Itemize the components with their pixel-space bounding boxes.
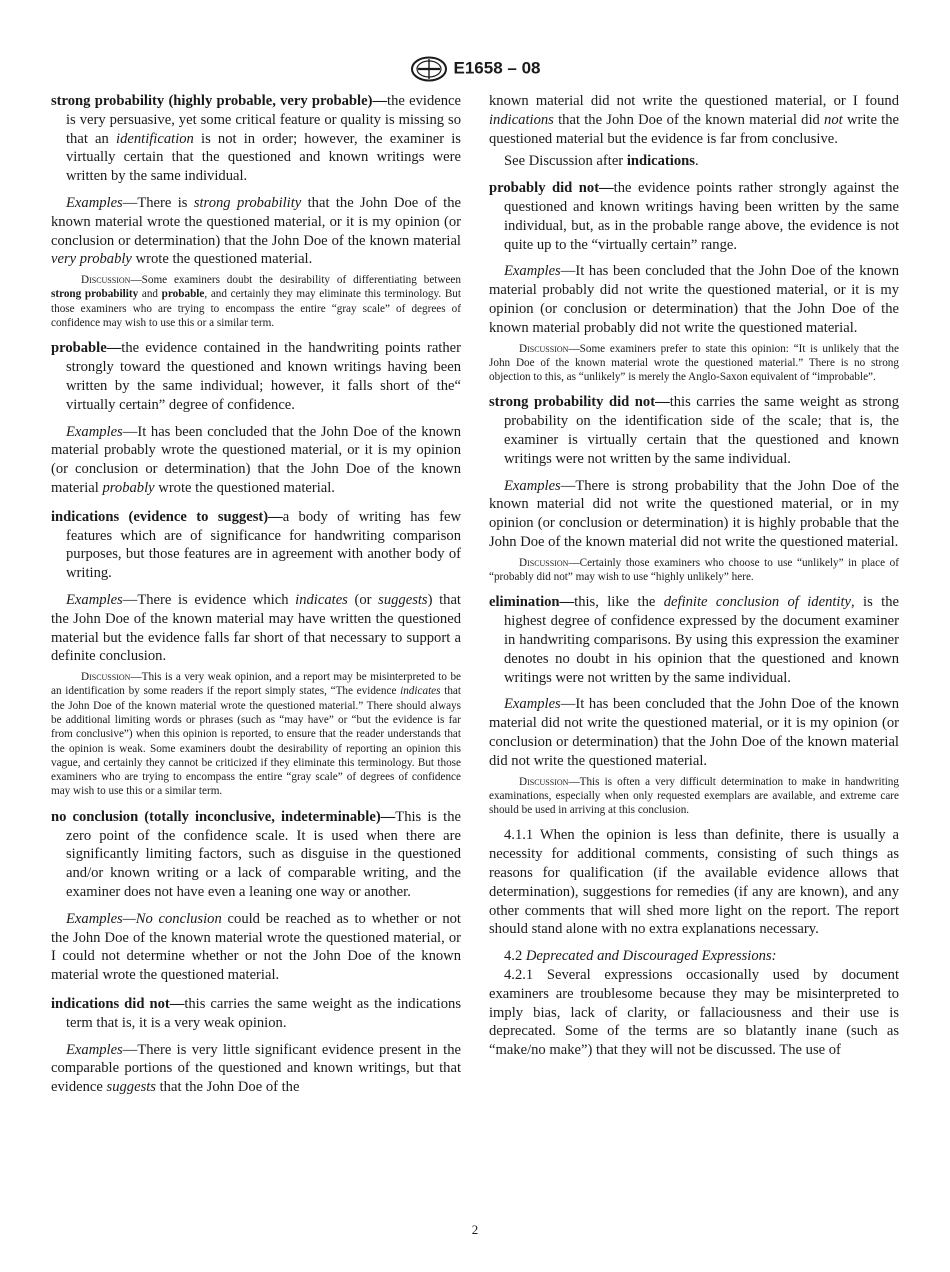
page-header xyxy=(0,56,950,82)
discussion-indications: Discussion—This is a very weak opinion, and a report may be misinterpreted to be an identification by some readers if the report simply states, “The evidence indicates that the John Doe of the known material wrote the questioned material.” There should always be additional limiting words or phrases (such as “may have” or “but the evidence is far from conclusive”) when this opinion is reported, to ensure that the reader understands that the opinion is weak. Some examiners doubt the desirability of reporting an opinion this vague, and certainly they cannot be criticized if they eliminate this terminology. But those examiners who are trying to encompass the entire “gray scale” of degrees of confidence may wish to use this or a similar term. xyxy=(51,671,461,798)
example-elimination: Examples—It has been concluded that the John Doe of the known material did not write the questioned material, or it is my opinion (or conclusion or determination) that the John Doe of the known material did not write the questioned material. xyxy=(489,696,899,769)
example-probably-did-not: Examples—It has been concluded that the John Doe of the known material probably did not write the questioned material, or it is my opinion (or conclusion or determination) that the John Doe of the known material probably did not write the questioned material. xyxy=(489,263,899,336)
example-strong-probability-did-not: Examples—There is strong probability that the John Doe of the known material did not write the questioned material, or in my opinion (or conclusion or determination) it is highly probable that the John Doe of the known material did not write the questioned material. xyxy=(489,477,899,551)
example-strong-probability: Examples—There is strong probability that the John Doe of the known material wrote the questioned material, or it is my opinion (or conclusion or determination) that the John Doe of the known material very probably wrote the questioned material. xyxy=(51,194,461,268)
left-column xyxy=(51,92,461,1101)
term-probable: probable—the evidence contained in the handwriting points rather strongly toward the questioned and known writings having been written by the same individual; however, it falls short of the“ virtually certain” degree of confidence. xyxy=(51,340,461,413)
example-no-conclusion: Examples—No conclusion could be reached as to whether or not the John Doe of the known material wrote the questioned material, or I could not determine whether or not the John Doe of the known material wrote the questioned material. xyxy=(51,910,461,984)
example-indications-did-not: Examples—There is very little significant evidence present in the comparable portions of the questioned and known writings, but that evidence suggests that the John Doe of the xyxy=(51,1041,461,1096)
term-probably-did-not: probably did not—the evidence points rather strongly against the questioned and known writings having been written by the same individual, but, as in the probable range above, the evidence is not quite up to the “virtually certain” range. xyxy=(489,180,899,253)
section-4-2-1: 4.2.1 Several expressions occasionally used by document examiners are troublesome because they may be misinterpreted to imply bias, lack of clarity, or fallaciousness and their use is deprecated. Some of the terms are so blatantly inane (such as “make/no make”) that they will not be discussed. The use of xyxy=(489,967,899,1059)
example-indications: Examples—There is evidence which indicates (or suggests) that the John Doe of the known material may have written the questioned material but the evidence falls far short of that necessary to support a definite conclusion. xyxy=(51,591,461,665)
right-column xyxy=(489,92,899,1064)
term-indications-did-not: indications did not—this carries the same weight as the indications term that is, it is a very weak opinion. xyxy=(51,995,461,1031)
astm-logo-icon xyxy=(410,56,448,82)
term-strong-probability: strong probability (highly probable, very probable)—the evidence is very persuasive, yet some critical feature or quality is missing so that an identification is not in order; however, the examiner is virtually certain that the questioned and known writings were written by the same individual. xyxy=(51,93,461,185)
example-probable: Examples—It has been concluded that the John Doe of the known material probably wrote the questioned material, or it is my opinion (or conclusion or determination) that the John Doe of the known material probably wrote the questioned material. xyxy=(51,423,461,496)
discussion-probably-did-not: Discussion—Some examiners prefer to state this opinion: “It is unlikely that the John Doe of the known material wrote the questioned material.” There is no strong objection to this, as “unlikely” is merely the Anglo-Saxon equivalent of “improbable”. xyxy=(489,342,899,384)
document-designation: E1658 – 08 xyxy=(453,58,541,78)
section-4-2-heading: 4.2 Deprecated and Discouraged Expressions: xyxy=(504,948,777,965)
discussion-strong-probability: Discussion—Some examiners doubt the desirability of differentiating between strong probability and probable, and certainly they may eliminate this terminology. But those examiners who are trying to encompass the entire “gray scale” of degrees of confidence may wish to use this or a similar term. xyxy=(51,274,461,330)
see-discussion-note: See Discussion after indications. xyxy=(504,153,699,170)
term-strong-probability-did-not: strong probability did not—this carries the same weight as strong probability on the identification side of the scale; that is, the examiner is virtually certain that the questioned and known writings were not written by the same individual. xyxy=(489,394,899,467)
term-indications: indications (evidence to suggest)—a body of writing has few features which are of significance for handwriting comparison purposes, but those features are in agreement with another body of writing. xyxy=(51,508,461,582)
term-no-conclusion: no conclusion (totally inconclusive, indeterminable)—This is the zero point of the confidence scale. It is used when there are significantly limiting factors, such as disguise in the questioned and/or known writing or a lack of comparable writing, and the examiner does not have even a leaning one way or another. xyxy=(51,808,461,900)
term-elimination: elimination—this, like the definite conclusion of identity, is the highest degree of confidence expressed by the document examiner in handwriting comparisons. By using this expression the examiner denotes no doubt in his opinion that the questioned and known writings were not written by the same individual. xyxy=(489,594,899,686)
example-indications-did-not-continued: known material did not write the questioned material, or I found indications that the John Doe of the known material did not write the questioned material but the evidence is far from conclusive. xyxy=(489,93,899,147)
discussion-elimination: Discussion—This is often a very difficult determination to make in handwriting examinations, especially when only requested exemplars are available, and extreme care should be used in arriving at this conclusion. xyxy=(489,775,899,817)
section-4-1-1: 4.1.1 When the opinion is less than definite, there is usually a necessity for additional comments, consisting of such things as reasons for qualification (if the available evidence allows that determination), suggestions for remedies (if any are known), and any other comments that will shed more light on the report. The report should stand alone with no extra explanations necessary. xyxy=(489,827,899,938)
page-number: 2 xyxy=(471,1222,479,1237)
discussion-strong-probability-did-not: Discussion—Certainly those examiners who choose to use “unlikely” in place of “probably did not” may wish to use “highly unlikely” here. xyxy=(489,556,899,584)
